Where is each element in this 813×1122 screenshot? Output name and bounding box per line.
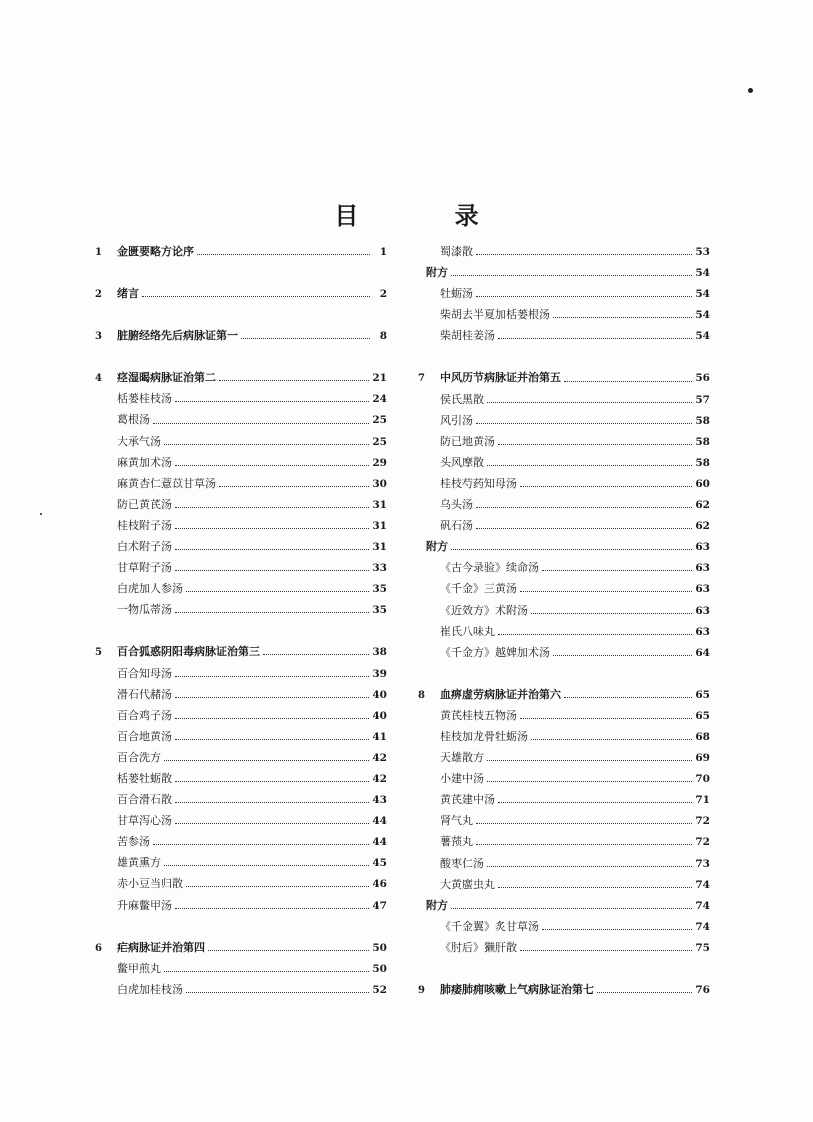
toc-sub-entry[interactable] xyxy=(95,873,387,894)
toc-sub-entry[interactable] xyxy=(418,810,710,831)
page-number: 42 xyxy=(372,751,387,764)
dot-leader xyxy=(175,549,369,550)
entry-label: 中风历节病脉证并治第五 xyxy=(440,371,561,385)
page-number: 63 xyxy=(695,541,710,554)
chapter-number: 6 xyxy=(95,942,102,954)
page-number: 70 xyxy=(695,773,710,786)
entry-label: 柴胡桂姜汤 xyxy=(440,329,495,343)
page-number: 41 xyxy=(372,730,387,743)
toc-sub-entry[interactable] xyxy=(95,536,387,557)
page-number: 30 xyxy=(372,477,387,490)
section-gap xyxy=(95,262,387,283)
page-number: 54 xyxy=(695,288,710,301)
toc-sub-entry[interactable] xyxy=(95,705,387,726)
entry-label: 升麻鳖甲汤 xyxy=(117,898,172,912)
page-number: 44 xyxy=(372,836,387,849)
entry-label: 金匮要略方论序 xyxy=(117,245,194,258)
toc-sub-entry[interactable] xyxy=(418,874,710,895)
page-number: 52 xyxy=(372,983,387,996)
dot-leader xyxy=(175,823,369,824)
page-number: 74 xyxy=(695,920,710,933)
page-number: 75 xyxy=(695,941,710,954)
entry-label: 蜀漆散 xyxy=(440,245,473,258)
toc-sub-entry[interactable] xyxy=(418,747,710,768)
entry-label: 附方 xyxy=(426,898,448,912)
toc-sub-entry[interactable] xyxy=(418,515,710,536)
page-number: 64 xyxy=(695,646,710,659)
page-number: 58 xyxy=(695,456,710,469)
dot-leader xyxy=(186,591,369,592)
toc-sub-entry[interactable] xyxy=(418,494,710,515)
dot-leader xyxy=(597,992,692,993)
dot-leader xyxy=(175,570,369,571)
toc-sub-entry[interactable] xyxy=(418,578,710,599)
page-number: 69 xyxy=(695,752,710,765)
entry-label: 疟病脉证并治第四 xyxy=(117,940,205,954)
dot-leader xyxy=(451,908,692,909)
dot-leader xyxy=(164,865,369,866)
dot-leader xyxy=(175,528,369,529)
toc-sub-entry[interactable] xyxy=(418,389,710,410)
dot-leader xyxy=(498,338,692,339)
page-number: 74 xyxy=(695,899,710,912)
dot-leader xyxy=(241,338,370,339)
page-number: 76 xyxy=(695,984,710,996)
page-number: 24 xyxy=(372,393,387,406)
entry-label: 肾气丸 xyxy=(440,814,473,828)
toc-sub-entry[interactable] xyxy=(95,452,387,473)
entry-label: 黄芪建中汤 xyxy=(440,793,495,807)
toc-sub-entry[interactable] xyxy=(95,473,387,494)
entry-label: 大承气汤 xyxy=(117,434,161,448)
dot-leader xyxy=(476,296,692,297)
toc-sub-entry[interactable] xyxy=(418,600,710,621)
entry-label: 桂枝芍药知母汤 xyxy=(440,476,517,490)
entry-label: 乌头汤 xyxy=(440,498,473,512)
page-number: 72 xyxy=(695,836,710,849)
page-number: 42 xyxy=(372,772,387,785)
entry-label: 《近效方》术附汤 xyxy=(440,603,528,617)
entry-label: 痉湿暍病脉证治第二 xyxy=(117,371,216,385)
toc-chapter-entry[interactable] xyxy=(95,367,387,388)
entry-label: 血痹虚劳病脉证并治第六 xyxy=(440,687,561,701)
dot-leader xyxy=(520,718,692,719)
toc-appendix-entry[interactable] xyxy=(418,262,710,283)
page-number: 56 xyxy=(695,372,710,385)
toc-right-column xyxy=(418,241,710,1000)
dot-leader xyxy=(487,781,692,782)
toc-sub-entry[interactable] xyxy=(95,494,387,515)
entry-label: 白术附子汤 xyxy=(117,540,172,554)
toc-sub-entry[interactable] xyxy=(95,388,387,409)
page-number: 65 xyxy=(695,709,710,722)
dot-leader xyxy=(175,676,369,677)
entry-label: 栝蒌桂枝汤 xyxy=(117,392,172,406)
toc-sub-entry[interactable] xyxy=(418,621,710,642)
page-number: 40 xyxy=(372,709,387,722)
toc-sub-entry[interactable] xyxy=(95,684,387,705)
dot-leader xyxy=(487,760,692,761)
toc-chapter-entry[interactable] xyxy=(418,367,710,388)
entry-label: 滑石代赭汤 xyxy=(117,687,172,701)
dot-leader xyxy=(553,317,692,318)
page-number: 45 xyxy=(372,857,387,870)
entry-label: 百合知母汤 xyxy=(117,666,172,680)
dot-leader xyxy=(175,697,369,698)
toc-chapter-entry[interactable] xyxy=(418,684,710,705)
dot-leader xyxy=(451,275,692,276)
entry-label: 附方 xyxy=(426,540,448,554)
entry-label: 绪言 xyxy=(117,287,139,301)
entry-label: 一物瓜蒂汤 xyxy=(117,603,172,617)
entry-label: 苦参汤 xyxy=(117,835,150,849)
page-number: 58 xyxy=(695,435,710,448)
entry-label: 天雄散方 xyxy=(440,751,484,765)
entry-label: 白虎加人参汤 xyxy=(117,582,183,596)
entry-label: 雄黄熏方 xyxy=(117,856,161,870)
dot-leader xyxy=(208,950,369,951)
dot-leader xyxy=(175,802,369,803)
page-number: 46 xyxy=(372,878,387,891)
chapter-number: 4 xyxy=(95,373,102,385)
dot-leader xyxy=(487,465,692,466)
page-number: 2 xyxy=(379,288,387,301)
entry-label: 脏腑经络先后病脉证第一 xyxy=(117,329,238,343)
toc-sub-entry[interactable] xyxy=(95,515,387,536)
toc-chapter-entry[interactable] xyxy=(95,641,387,662)
toc-sub-entry[interactable] xyxy=(418,557,710,578)
page-number: 71 xyxy=(695,794,710,807)
entry-label: 防已地黄汤 xyxy=(440,434,495,448)
toc-sub-entry[interactable] xyxy=(418,283,710,304)
dot-leader xyxy=(542,929,692,930)
dot-leader xyxy=(186,886,369,887)
dot-leader xyxy=(520,486,692,487)
page-number: 62 xyxy=(695,499,710,512)
page-number: 54 xyxy=(695,309,710,322)
dot-leader xyxy=(498,802,692,803)
toc-chapter-entry[interactable] xyxy=(95,937,387,958)
entry-label: 桂枝附子汤 xyxy=(117,518,172,532)
entry-label: 甘草泻心汤 xyxy=(117,814,172,828)
page-number: 44 xyxy=(372,815,387,828)
page-number: 38 xyxy=(372,646,387,659)
entry-label: 防已黄芪汤 xyxy=(117,497,172,511)
toc-chapter-entry[interactable] xyxy=(95,325,387,346)
dot-leader xyxy=(476,507,692,508)
entry-label: 葛根汤 xyxy=(117,413,150,427)
toc-sub-entry[interactable] xyxy=(418,768,710,789)
entry-label: 柴胡去半夏加栝蒌根汤 xyxy=(440,308,550,322)
chapter-number: 3 xyxy=(95,331,102,343)
page-number: 63 xyxy=(695,604,710,617)
section-gap xyxy=(418,663,710,684)
chapter-number: 8 xyxy=(418,689,425,701)
toc-sub-entry[interactable] xyxy=(418,642,710,663)
page-number: 54 xyxy=(695,267,710,280)
page-number: 21 xyxy=(372,372,387,385)
page-number: 54 xyxy=(695,330,710,343)
dot-leader xyxy=(164,971,369,972)
page-number: 62 xyxy=(695,520,710,533)
dot-leader xyxy=(175,507,369,508)
dot-leader xyxy=(498,634,692,635)
dot-leader xyxy=(175,718,369,719)
page-number: 43 xyxy=(372,794,387,807)
entry-label: 矾石汤 xyxy=(440,519,473,533)
toc-sub-entry[interactable] xyxy=(418,937,710,958)
entry-label: 百合洗方 xyxy=(117,750,161,764)
entry-label: 甘草附子汤 xyxy=(117,561,172,575)
dot-leader xyxy=(164,444,369,445)
toc-sub-entry[interactable] xyxy=(418,726,710,747)
page-number: 65 xyxy=(695,688,710,701)
dot-leader xyxy=(153,423,369,424)
chapter-number: 1 xyxy=(95,247,102,258)
entry-label: 麻黄加术汤 xyxy=(117,455,172,469)
dot-leader xyxy=(476,254,692,255)
toc-sub-entry[interactable] xyxy=(418,304,710,325)
toc-sub-entry[interactable] xyxy=(95,726,387,747)
page-number: 31 xyxy=(372,541,387,554)
dot-leader xyxy=(487,866,692,867)
dot-leader xyxy=(451,549,692,550)
entry-label: 薯蓣丸 xyxy=(440,835,473,849)
chapter-number: 5 xyxy=(95,647,102,659)
page-number: 50 xyxy=(372,962,387,975)
toc-sub-entry[interactable] xyxy=(418,705,710,726)
toc-sub-entry[interactable] xyxy=(418,325,710,346)
toc-sub-entry[interactable] xyxy=(95,768,387,789)
page-number: 31 xyxy=(372,498,387,511)
section-gap xyxy=(95,304,387,325)
toc-sub-entry[interactable] xyxy=(418,452,710,473)
scan-speck xyxy=(748,88,753,93)
dot-leader xyxy=(476,823,692,824)
entry-label: 百合狐惑阴阳毒病脉证治第三 xyxy=(117,645,260,659)
section-gap xyxy=(418,958,710,979)
page-number: 57 xyxy=(695,393,710,406)
section-gap xyxy=(95,620,387,641)
toc-appendix-entry[interactable] xyxy=(418,895,710,916)
entry-label: 百合鸡子汤 xyxy=(117,708,172,722)
dot-leader xyxy=(175,739,369,740)
toc-sub-entry[interactable] xyxy=(95,895,387,916)
toc-sub-entry[interactable] xyxy=(95,810,387,831)
toc-chapter-entry[interactable] xyxy=(95,241,387,262)
toc-sub-entry[interactable] xyxy=(418,410,710,431)
dot-leader xyxy=(564,381,692,382)
page-number: 25 xyxy=(372,435,387,448)
dot-leader xyxy=(531,613,692,614)
dot-leader xyxy=(498,887,692,888)
page-number: 53 xyxy=(695,246,710,258)
dot-leader xyxy=(186,992,369,993)
entry-label: 附方 xyxy=(426,266,448,280)
toc-sub-entry[interactable] xyxy=(95,409,387,430)
toc-sub-entry[interactable] xyxy=(95,852,387,873)
toc-sub-entry[interactable] xyxy=(95,831,387,852)
toc-sub-entry[interactable] xyxy=(95,431,387,452)
page-number: 74 xyxy=(695,878,710,891)
toc-chapter-entry[interactable] xyxy=(418,979,710,1000)
page-number: 60 xyxy=(695,477,710,490)
toc-sub-entry[interactable] xyxy=(418,853,710,874)
toc-sub-entry[interactable] xyxy=(95,557,387,578)
dot-leader xyxy=(164,760,369,761)
page-number: 35 xyxy=(372,583,387,596)
entry-label: 《千金翼》炙甘草汤 xyxy=(440,919,539,933)
dot-leader xyxy=(476,528,692,529)
toc-chapter-entry[interactable] xyxy=(95,283,387,304)
entry-label: 麻黄杏仁薏苡甘草汤 xyxy=(117,476,216,490)
dot-leader xyxy=(564,697,692,698)
page-number: 39 xyxy=(372,667,387,680)
chapter-number: 2 xyxy=(95,289,102,301)
page-number: 58 xyxy=(695,414,710,427)
page-number: 29 xyxy=(372,456,387,469)
dot-leader xyxy=(553,655,692,656)
dot-leader xyxy=(476,423,692,424)
page-number: 72 xyxy=(695,815,710,828)
toc-sub-entry[interactable] xyxy=(95,599,387,620)
entry-label: 崔氏八味丸 xyxy=(440,624,495,638)
page-number: 63 xyxy=(695,562,710,575)
entry-label: 《肘后》獭肝散 xyxy=(440,940,517,954)
page-number: 31 xyxy=(372,519,387,532)
dot-leader xyxy=(219,486,369,487)
dot-leader xyxy=(487,402,692,403)
dot-leader xyxy=(520,591,692,592)
page-number: 33 xyxy=(372,562,387,575)
dot-leader xyxy=(520,950,692,951)
dot-leader xyxy=(175,781,369,782)
page-number: 63 xyxy=(695,583,710,596)
entry-label: 鳖甲煎丸 xyxy=(117,961,161,975)
page-number: 25 xyxy=(372,414,387,427)
page-number: 68 xyxy=(695,730,710,743)
section-gap xyxy=(418,346,710,367)
toc-sub-entry[interactable] xyxy=(95,578,387,599)
toc-sub-entry[interactable] xyxy=(418,789,710,810)
scan-speck xyxy=(40,513,42,515)
entry-label: 白虎加桂枝汤 xyxy=(117,982,183,996)
dot-leader xyxy=(498,444,692,445)
dot-leader xyxy=(175,908,369,909)
toc-sub-entry[interactable] xyxy=(418,916,710,937)
entry-label: 《古今录验》续命汤 xyxy=(440,561,539,575)
page-number: 50 xyxy=(372,941,387,954)
toc-sub-entry[interactable] xyxy=(95,958,387,979)
entry-label: 牡蛎汤 xyxy=(440,287,473,301)
dot-leader xyxy=(175,612,369,613)
dot-leader xyxy=(219,380,369,381)
dot-leader xyxy=(197,254,370,255)
dot-leader xyxy=(175,465,369,466)
entry-label: 风引汤 xyxy=(440,413,473,427)
dot-leader xyxy=(263,654,369,655)
dot-leader xyxy=(531,739,692,740)
entry-label: 肺痿肺痈咳嗽上气病脉证治第七 xyxy=(440,983,594,996)
entry-label: 百合滑石散 xyxy=(117,793,172,807)
toc-sub-entry[interactable] xyxy=(418,431,710,452)
dot-leader xyxy=(175,401,369,402)
page-number: 73 xyxy=(695,857,710,870)
toc-sub-entry[interactable] xyxy=(418,241,710,262)
toc-left-column xyxy=(95,241,387,1000)
toc-appendix-entry[interactable] xyxy=(418,536,710,557)
entry-label: 小建中汤 xyxy=(440,772,484,786)
entry-label: 《千金》三黄汤 xyxy=(440,582,517,596)
entry-label: 黄芪桂枝五物汤 xyxy=(440,708,517,722)
dot-leader xyxy=(542,570,692,571)
entry-label: 大黄䗪虫丸 xyxy=(440,877,495,891)
section-gap xyxy=(95,346,387,367)
chapter-number: 7 xyxy=(418,373,425,385)
dot-leader xyxy=(476,844,692,845)
entry-label: 酸枣仁汤 xyxy=(440,856,484,870)
toc-sub-entry[interactable] xyxy=(418,831,710,852)
entry-label: 栝蒌牡蛎散 xyxy=(117,771,172,785)
entry-label: 桂枝加龙骨牡蛎汤 xyxy=(440,729,528,743)
section-gap xyxy=(95,916,387,937)
toc-sub-entry[interactable] xyxy=(95,663,387,684)
page-number: 1 xyxy=(379,246,387,258)
dot-leader xyxy=(142,296,370,297)
page-number: 35 xyxy=(372,604,387,617)
page-number: 8 xyxy=(379,330,387,343)
toc-sub-entry[interactable] xyxy=(418,473,710,494)
page-title: 目 录 xyxy=(334,201,523,230)
toc-sub-entry[interactable] xyxy=(95,747,387,768)
entry-label: 侯氏黑散 xyxy=(440,392,484,406)
dot-leader xyxy=(153,844,369,845)
toc-sub-entry[interactable] xyxy=(95,979,387,1000)
chapter-number: 9 xyxy=(418,985,425,996)
entry-label: 《千金方》越婢加术汤 xyxy=(440,645,550,659)
entry-label: 百合地黄汤 xyxy=(117,729,172,743)
entry-label: 头风摩散 xyxy=(440,455,484,469)
toc-sub-entry[interactable] xyxy=(95,789,387,810)
page-number: 40 xyxy=(372,688,387,701)
page-number: 63 xyxy=(695,625,710,638)
page-number: 47 xyxy=(372,899,387,912)
entry-label: 赤小豆当归散 xyxy=(117,877,183,891)
